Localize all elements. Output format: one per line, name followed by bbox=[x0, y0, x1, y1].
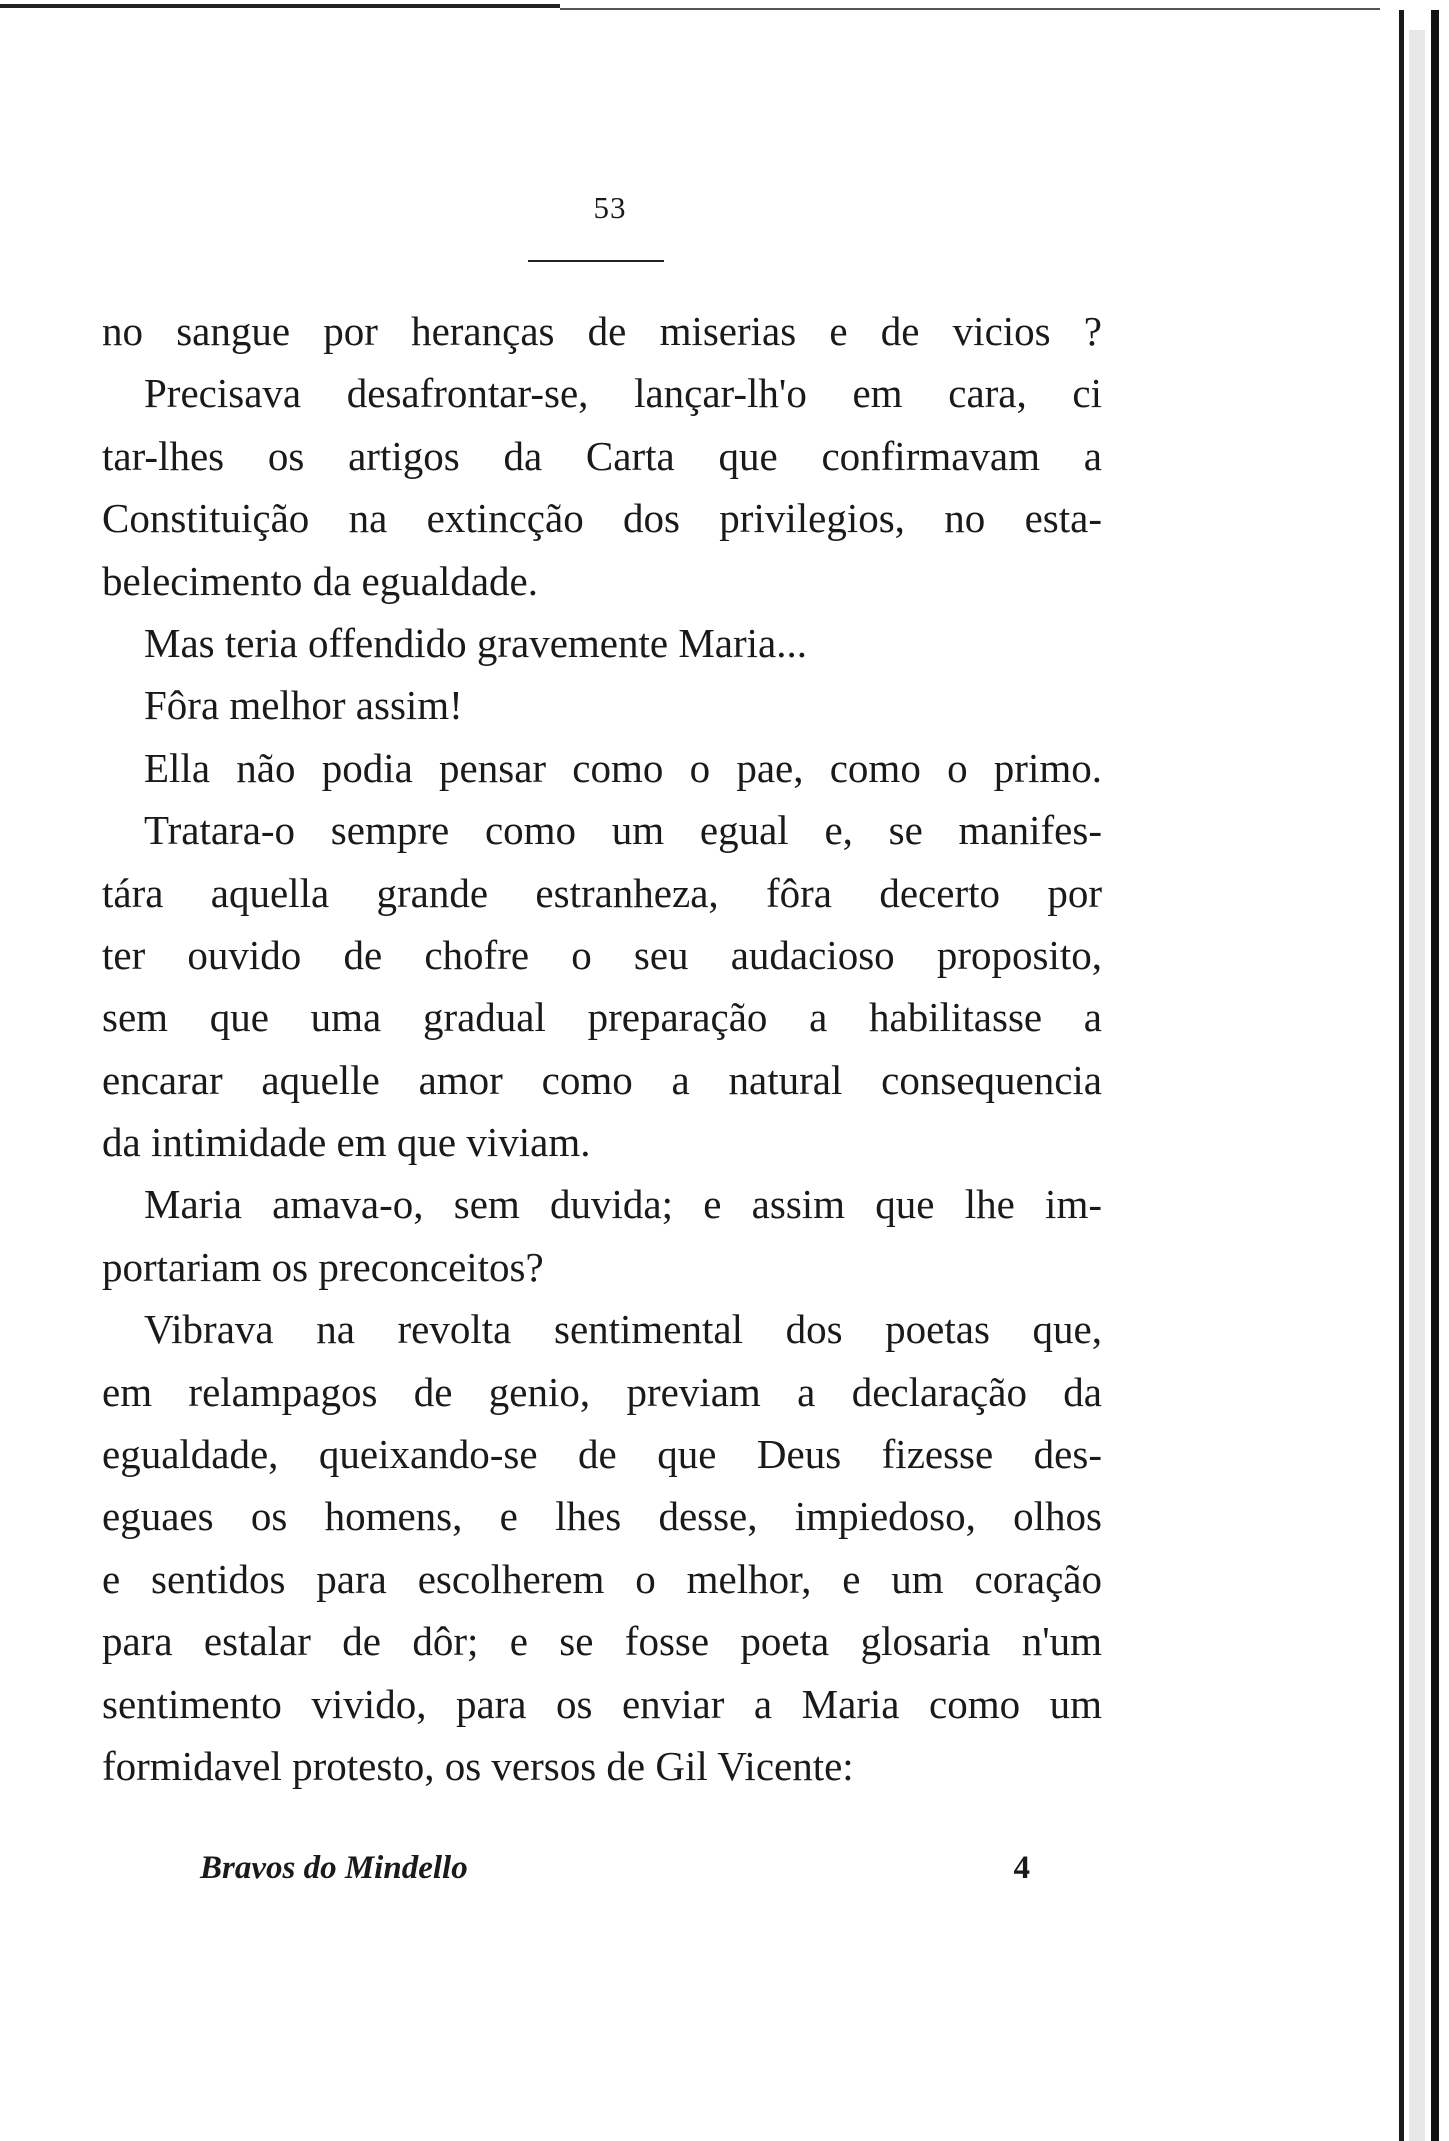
text-line: Mas teria offendido gravemente Maria... bbox=[144, 619, 807, 666]
text-line: Tratara-o sempre como um egual e, se manifes- bbox=[144, 807, 1102, 854]
text-line: tar-lhes os artigos da Carta que confirmavam a bbox=[102, 432, 1102, 479]
text-line: Precisava desafrontar-se, lançar-lh'o em cara, ci bbox=[144, 370, 1102, 417]
text-line: ter ouvido de chofre o seu audacioso proposito, bbox=[102, 931, 1102, 978]
footer-signature-mark: 4 bbox=[1013, 1850, 1030, 1886]
text-line: no sangue por heranças de miserias e de vicios ? bbox=[102, 308, 1102, 354]
text-line: e sentidos para escolherem o melhor, e um coração bbox=[102, 1555, 1102, 1602]
binding-line bbox=[1431, 10, 1439, 2141]
text-line: sentimento vivido, para os enviar a Maria como um bbox=[102, 1680, 1102, 1727]
text-line: portariam os preconceitos? bbox=[102, 1243, 544, 1290]
text-line: sem que uma gradual preparação a habilitasse a bbox=[102, 994, 1102, 1041]
text-line: belecimento da egualdade. bbox=[102, 557, 538, 604]
text-line: formidavel protesto, os versos de Gil Vicente: bbox=[102, 1742, 854, 1789]
page-number: 53 bbox=[593, 190, 627, 225]
binding-page-stack bbox=[1409, 30, 1425, 2141]
body-text bbox=[102, 300, 1102, 1797]
text-line: Constituição na extincção dos privilegios, no esta- bbox=[102, 495, 1102, 542]
text-line: Maria amava-o, sem duvida; e assim que lhe im- bbox=[144, 1181, 1102, 1228]
text-line: Fôra melhor assim! bbox=[144, 682, 463, 729]
book-binding-edge bbox=[1385, 0, 1449, 2141]
text-line: da intimidade em que viviam. bbox=[102, 1119, 591, 1166]
text-line: tára aquella grande estranheza, fôra decerto por bbox=[102, 869, 1102, 916]
scan-edge-line bbox=[560, 8, 1380, 10]
text-line: eguaes os homens, e lhes desse, impiedoso, olhos bbox=[102, 1493, 1102, 1540]
text-line: egualdade, queixando-se de que Deus fizesse des- bbox=[102, 1431, 1102, 1478]
header-rule bbox=[528, 260, 664, 262]
text-line: em relampagos de genio, previam a declaração da bbox=[102, 1368, 1102, 1415]
footer-book-title: Bravos do Mindello bbox=[200, 1850, 468, 1886]
binding-line bbox=[1399, 10, 1404, 2141]
text-line: Vibrava na revolta sentimental dos poetas que, bbox=[144, 1306, 1102, 1353]
scan-top-edge bbox=[0, 0, 1380, 10]
text-line: para estalar de dôr; e se fosse poeta glosaria n'um bbox=[102, 1618, 1102, 1665]
text-line: encarar aquelle amor como a natural consequencia bbox=[102, 1056, 1102, 1103]
page-footer bbox=[200, 1850, 1030, 1900]
text-line: Ella não podia pensar como o pae, como o primo. bbox=[144, 744, 1102, 791]
scan-edge-line bbox=[0, 4, 560, 8]
